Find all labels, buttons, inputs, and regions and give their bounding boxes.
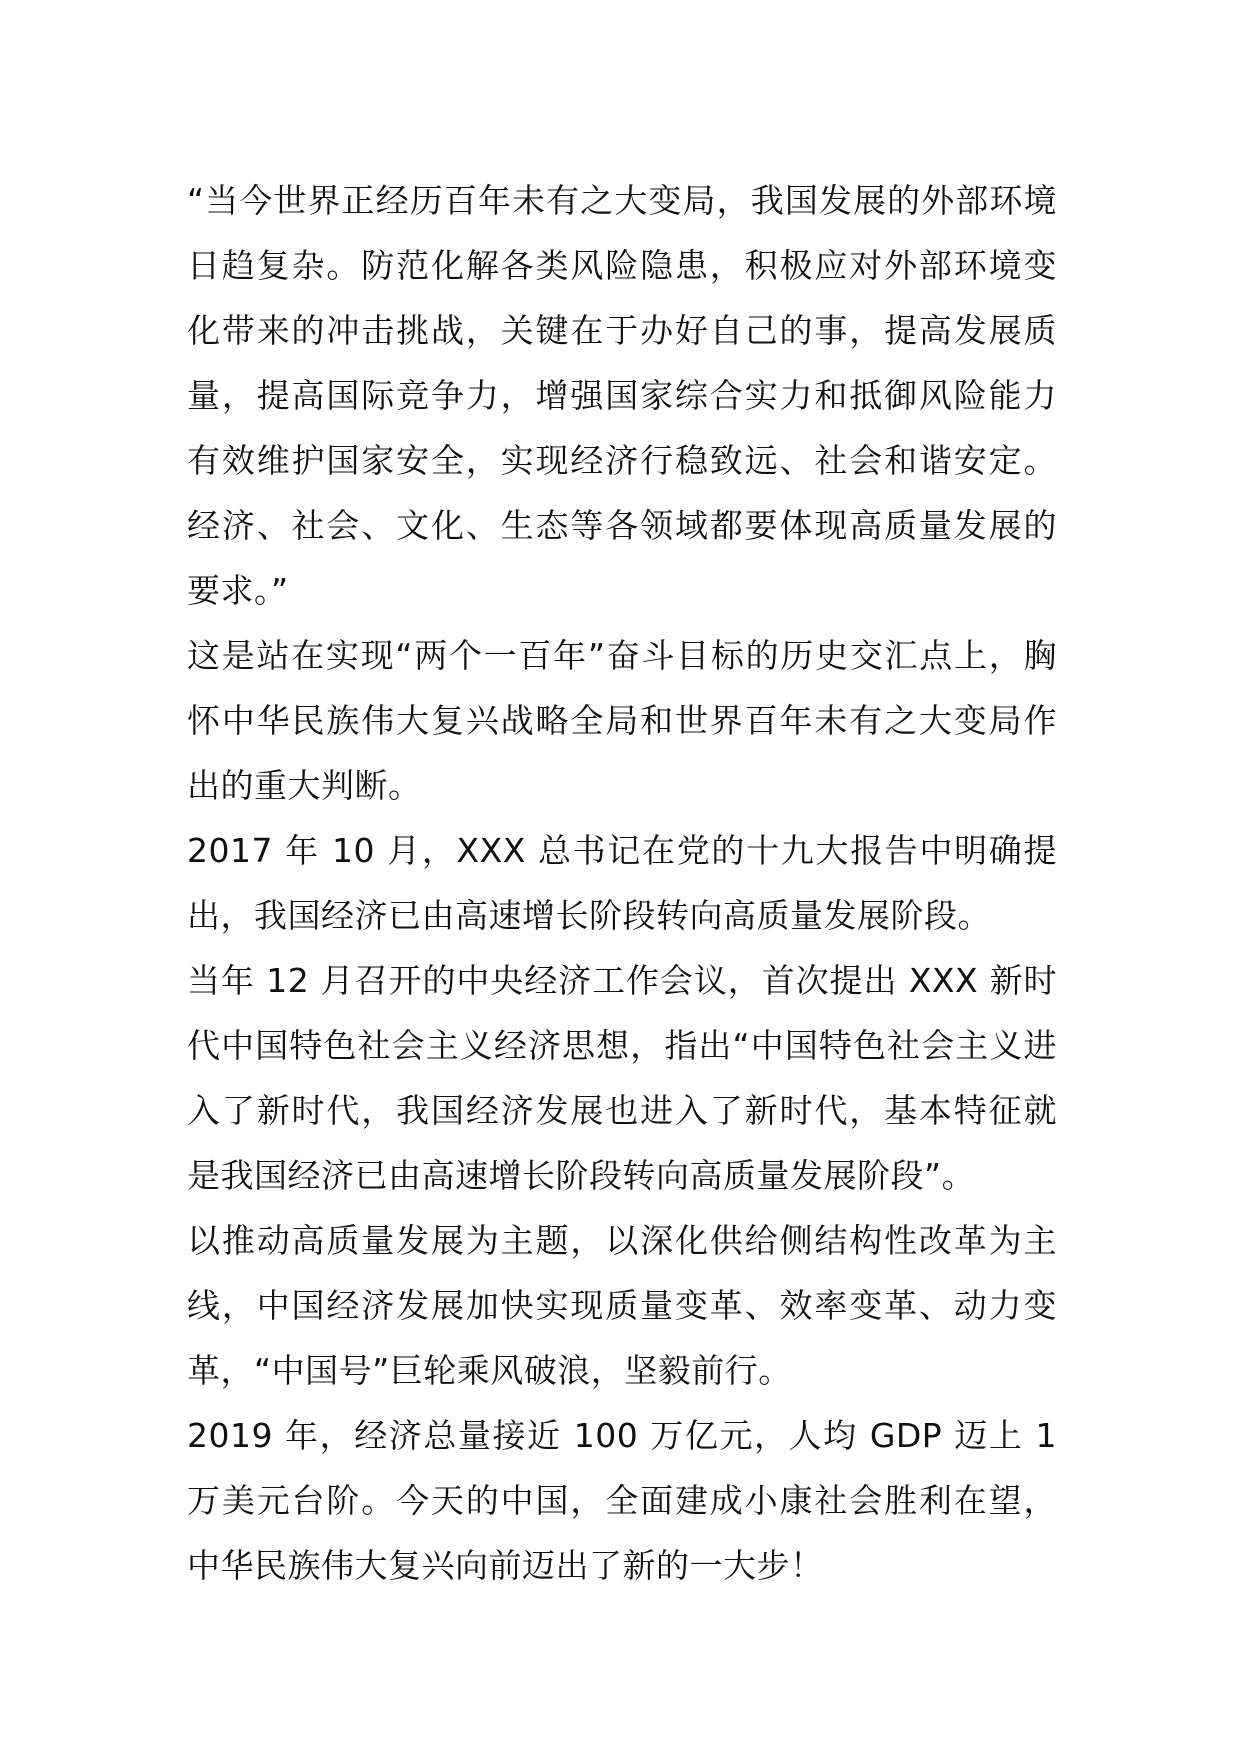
paragraph-2017-report: 2017 年 10 月，XXX 总书记在党的十九大报告中明确提出，我国经济已由高速增长阶段转向高质量发展阶段。 xyxy=(187,831,1057,935)
paragraph-judgment: 这是站在实现“两个一百年”奋斗目标的历史交汇点上，胸怀中华民族伟大复兴战略全局和世界百年未有之大变局作出的重大判断。 xyxy=(187,636,1057,805)
paragraph-quote: “当今世界正经历百年未有之大变局，我国发展的外部环境日趋复杂。防范化解各类风险隐患，积极应对外部环境变化带来的冲击挑战，关键在于办好自己的事，提高发展质量，提高国际竞争力，增强国家综合实力和抵御风险能力有效维护国家安全，实现经济行稳致远、社会和谐安定。经济、社会、文化、生态等各领域都要体现高质量发展的要求。” xyxy=(187,181,1057,610)
paragraph-economic-conference: 当年 12 月召开的中央经济工作会议，首次提出 XXX 新时代中国特色社会主义经济思想，指出“中国特色社会主义进入了新时代，我国经济发展也进入了新时代，基本特征就是我国经济已由高速增长阶段转向高质量发展阶段”。 xyxy=(187,961,1057,1195)
paragraph-2019-economy: 2019 年，经济总量接近 100 万亿元，人均 GDP 迈上 1 万美元台阶。今天的中国，全面建成小康社会胜利在望，中华民族伟大复兴向前迈出了新的一大步！ xyxy=(187,1416,1057,1585)
document-body xyxy=(187,168,1057,1598)
paragraph-high-quality-development: 以推动高质量发展为主题，以深化供给侧结构性改革为主线，中国经济发展加快实现质量变革、效率变革、动力变革，“中国号”巨轮乘风破浪，坚毅前行。 xyxy=(187,1221,1057,1390)
